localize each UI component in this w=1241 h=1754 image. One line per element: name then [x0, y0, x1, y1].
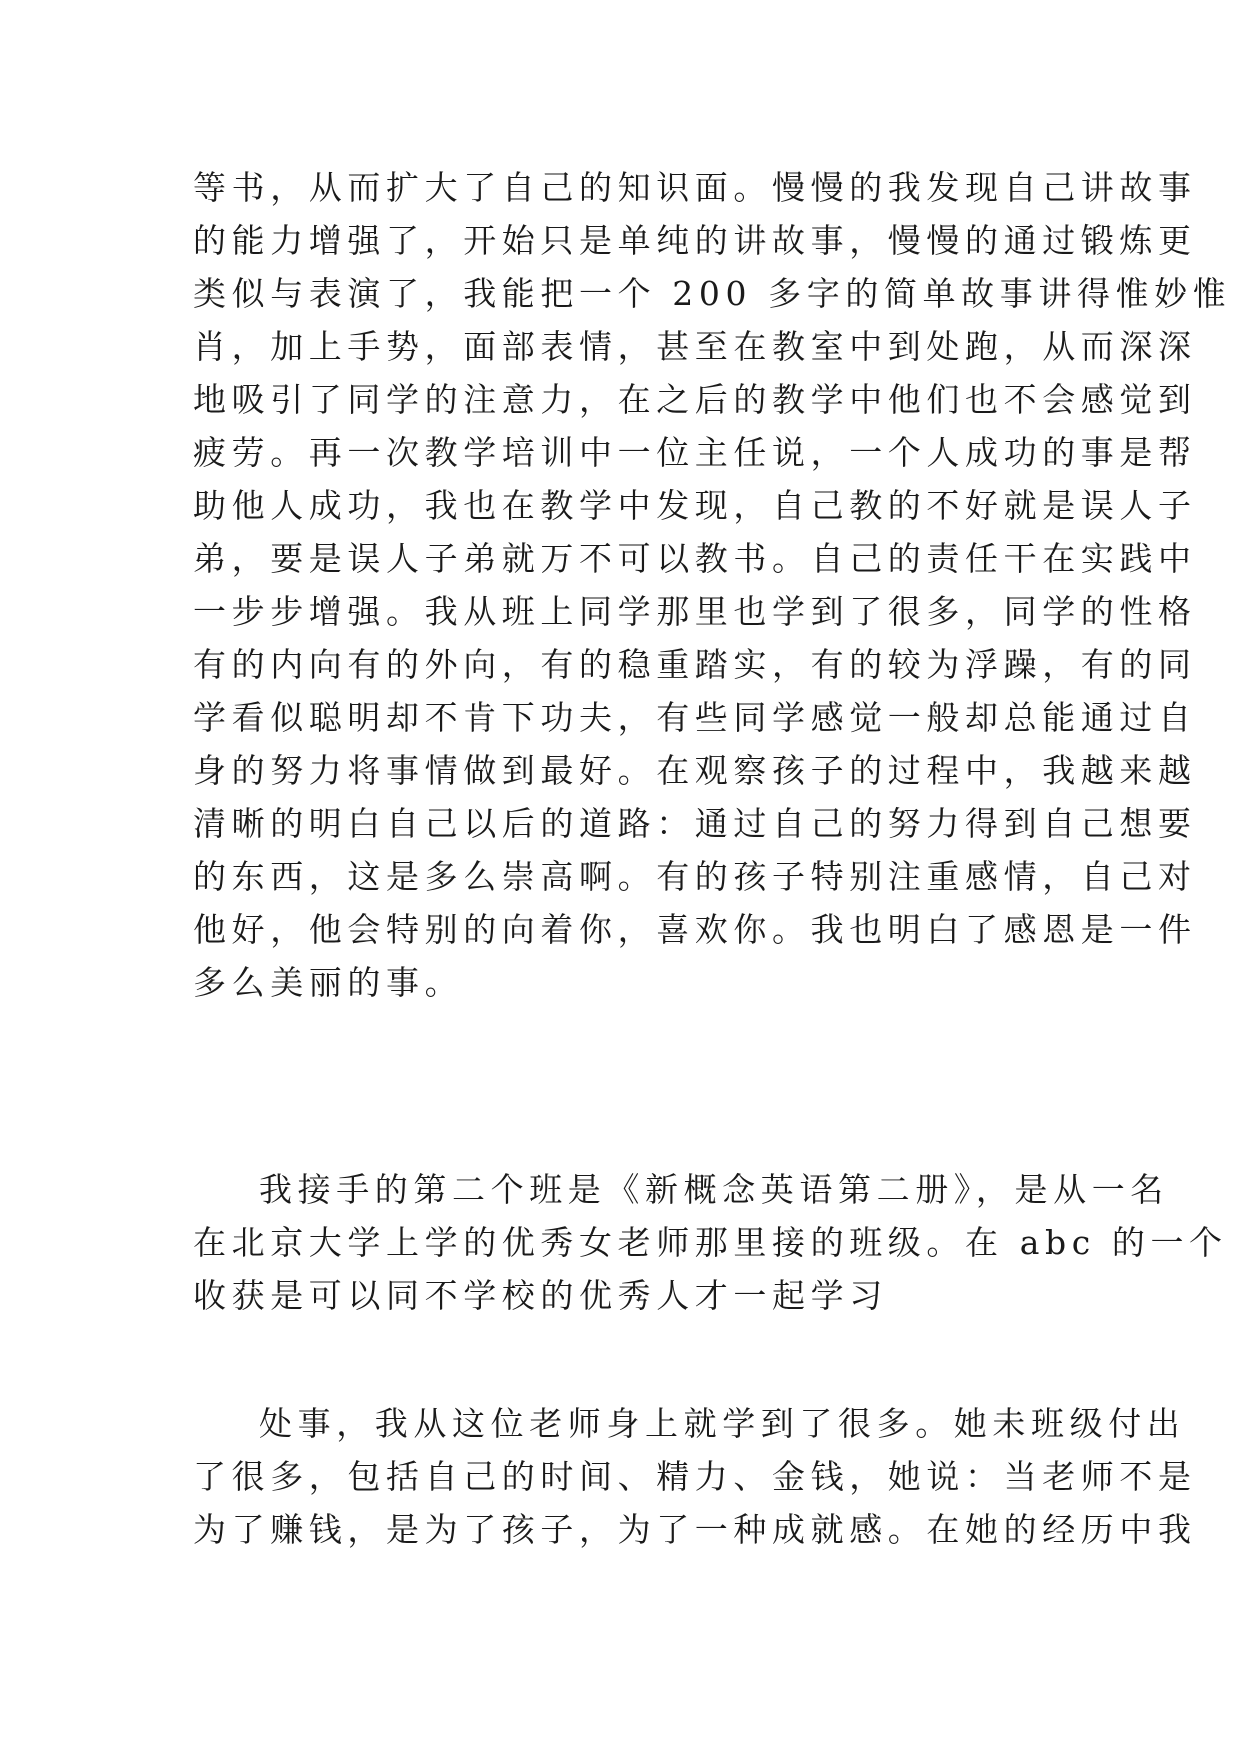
paragraph-line: 身的努力将事情做到最好。在观察孩子的过程中，我越来越 [193, 751, 1197, 790]
paragraph-line: 为了赚钱，是为了孩子，为了一种成就感。在她的经历中我 [193, 1510, 1197, 1549]
paragraph-line-indented: 处事，我从这位老师身上就学到了很多。她未班级付出 [259, 1404, 1186, 1443]
paragraph-2 [193, 1163, 1228, 1322]
paragraph-line: 疲劳。再一次教学培训中一位主任说，一个人成功的事是帮 [193, 433, 1197, 472]
paragraph-line: 了很多，包括自己的时间、精力、金钱，她说：当老师不是 [193, 1457, 1197, 1496]
paragraph-line: 清晰的明白自己以后的道路：通过自己的努力得到自己想要 [193, 804, 1197, 843]
paragraph-line: 收获是可以同不学校的优秀人才一起学习 [193, 1276, 888, 1315]
paragraph-line: 等书，从而扩大了自己的知识面。慢慢的我发现自己讲故事 [193, 168, 1197, 207]
paragraph-line: 的能力增强了，开始只是单纯的讲故事，慢慢的通过锻炼更 [193, 221, 1197, 260]
paragraph-line: 学看似聪明却不肯下功夫，有些同学感觉一般却总能通过自 [193, 698, 1197, 737]
paragraph-line: 一步步增强。我从班上同学那里也学到了很多，同学的性格 [193, 592, 1197, 631]
paragraph-line: 地吸引了同学的注意力，在之后的教学中他们也不会感觉到 [193, 380, 1197, 419]
paragraph-line: 弟，要是误人子弟就万不可以教书。自己的责任干在实践中 [193, 539, 1197, 578]
paragraph-line: 助他人成功，我也在教学中发现，自己教的不好就是误人子 [193, 486, 1197, 525]
paragraph-line: 肖，加上手势，面部表情，甚至在教室中到处跑，从而深深 [193, 327, 1197, 366]
paragraph-line: 多么美丽的事。 [193, 963, 464, 1002]
paragraph-line: 在北京大学上学的优秀女老师那里接的班级。在 abc 的一个 [193, 1223, 1228, 1262]
paragraph-line: 类似与表演了，我能把一个 200 多字的简单故事讲得惟妙惟 [193, 274, 1232, 313]
paragraph-line: 有的内向有的外向，有的稳重踏实，有的较为浮躁，有的同 [193, 645, 1197, 684]
paragraph-1 [193, 161, 1232, 1009]
paragraph-3 [193, 1397, 1197, 1556]
paragraph-line-indented: 我接手的第二个班是《新概念英语第二册》，是从一名 [259, 1170, 1169, 1209]
paragraph-line: 他好，他会特别的向着你，喜欢你。我也明白了感恩是一件 [193, 910, 1197, 949]
paragraph-line: 的东西，这是多么崇高啊。有的孩子特别注重感情，自己对 [193, 857, 1197, 896]
